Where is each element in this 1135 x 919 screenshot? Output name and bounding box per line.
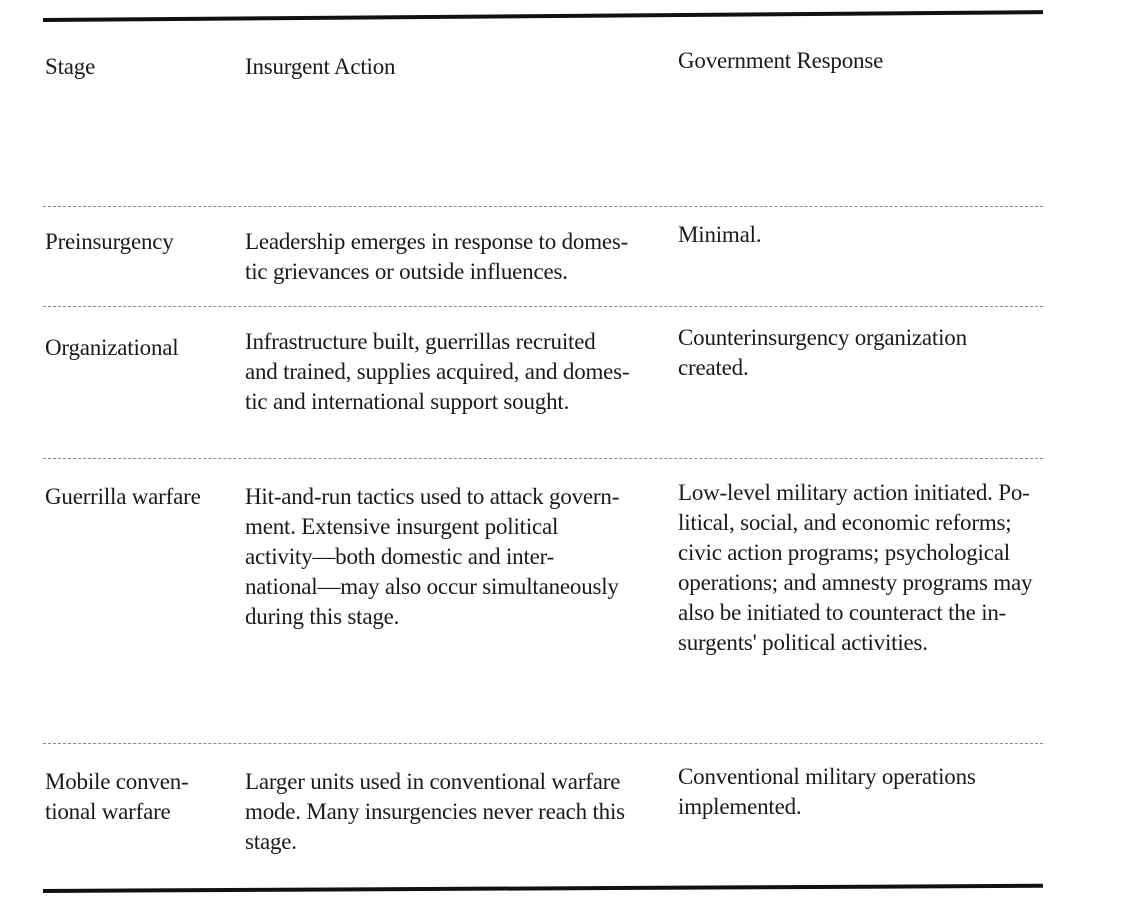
government-line: created. <box>678 355 749 380</box>
table-top-rule <box>43 10 1043 22</box>
row-organizational-insurgent <box>245 327 665 417</box>
insurgent-line: national—may also occur simultaneously <box>245 574 619 599</box>
government-line: operations; and amnesty programs may <box>678 570 1033 595</box>
row-mobile-government <box>678 762 1043 822</box>
row-preinsurgency-insurgent <box>245 227 665 287</box>
row-preinsurgency-government <box>678 220 1043 250</box>
insurgent-line: Leadership emerges in response to domes- <box>245 229 629 254</box>
row-guerrilla-government <box>678 478 1043 658</box>
row-divider <box>43 458 1043 459</box>
government-line: also be initiated to counteract the in- <box>678 600 1007 625</box>
row-divider <box>43 743 1043 744</box>
stage-text: Guerrilla warfare <box>45 484 201 509</box>
header-government-text: Government Response <box>678 48 884 73</box>
insurgent-line: during this stage. <box>245 604 400 629</box>
row-organizational-government <box>678 323 1043 383</box>
row-preinsurgency-stage <box>45 227 240 257</box>
insurgent-line: Larger units used in conventional warfare <box>245 769 621 794</box>
header-insurgent-text: Insurgent Action <box>245 54 396 79</box>
stage-text: Preinsurgency <box>45 229 174 254</box>
government-line: Conventional military operations <box>678 764 976 789</box>
insurgent-line: Hit-and-run tactics used to attack govern- <box>245 484 620 509</box>
government-line: Low-level military action initiated. Po- <box>678 480 1030 505</box>
row-mobile-stage <box>45 767 240 827</box>
header-stage-text: Stage <box>45 54 96 79</box>
stage-text: Mobile conven- <box>45 769 189 794</box>
insurgent-line: Infrastructure built, guerrillas recruited <box>245 329 596 354</box>
insurgent-line: ment. Extensive insurgent political <box>245 514 559 539</box>
government-line: surgents' political activities. <box>678 630 928 655</box>
insurgent-line: tic grievances or outside influences. <box>245 259 568 284</box>
government-line: litical, social, and economic reforms; <box>678 510 1012 535</box>
row-guerrilla-insurgent <box>245 482 665 632</box>
stage-text: Organizational <box>45 335 179 360</box>
government-line: civic action programs; psychological <box>678 540 1010 565</box>
row-divider <box>43 206 1043 207</box>
header-stage <box>45 52 240 82</box>
row-divider <box>43 306 1043 307</box>
header-government-response <box>678 46 1043 76</box>
government-line: Minimal. <box>678 222 762 247</box>
table-bottom-rule <box>43 884 1043 893</box>
insurgent-line: activity—both domestic and inter- <box>245 544 555 569</box>
government-line: implemented. <box>678 794 802 819</box>
header-insurgent-action <box>245 52 665 82</box>
government-line: Counterinsurgency organization <box>678 325 967 350</box>
row-guerrilla-stage <box>45 482 240 512</box>
insurgent-line: tic and international support sought. <box>245 389 570 414</box>
row-mobile-insurgent <box>245 767 665 857</box>
row-organizational-stage <box>45 333 240 363</box>
stage-text: tional warfare <box>45 799 171 824</box>
insurgent-line: stage. <box>245 829 297 854</box>
insurgent-line: and trained, supplies acquired, and domes- <box>245 359 630 384</box>
insurgent-line: mode. Many insurgencies never reach this <box>245 799 625 824</box>
